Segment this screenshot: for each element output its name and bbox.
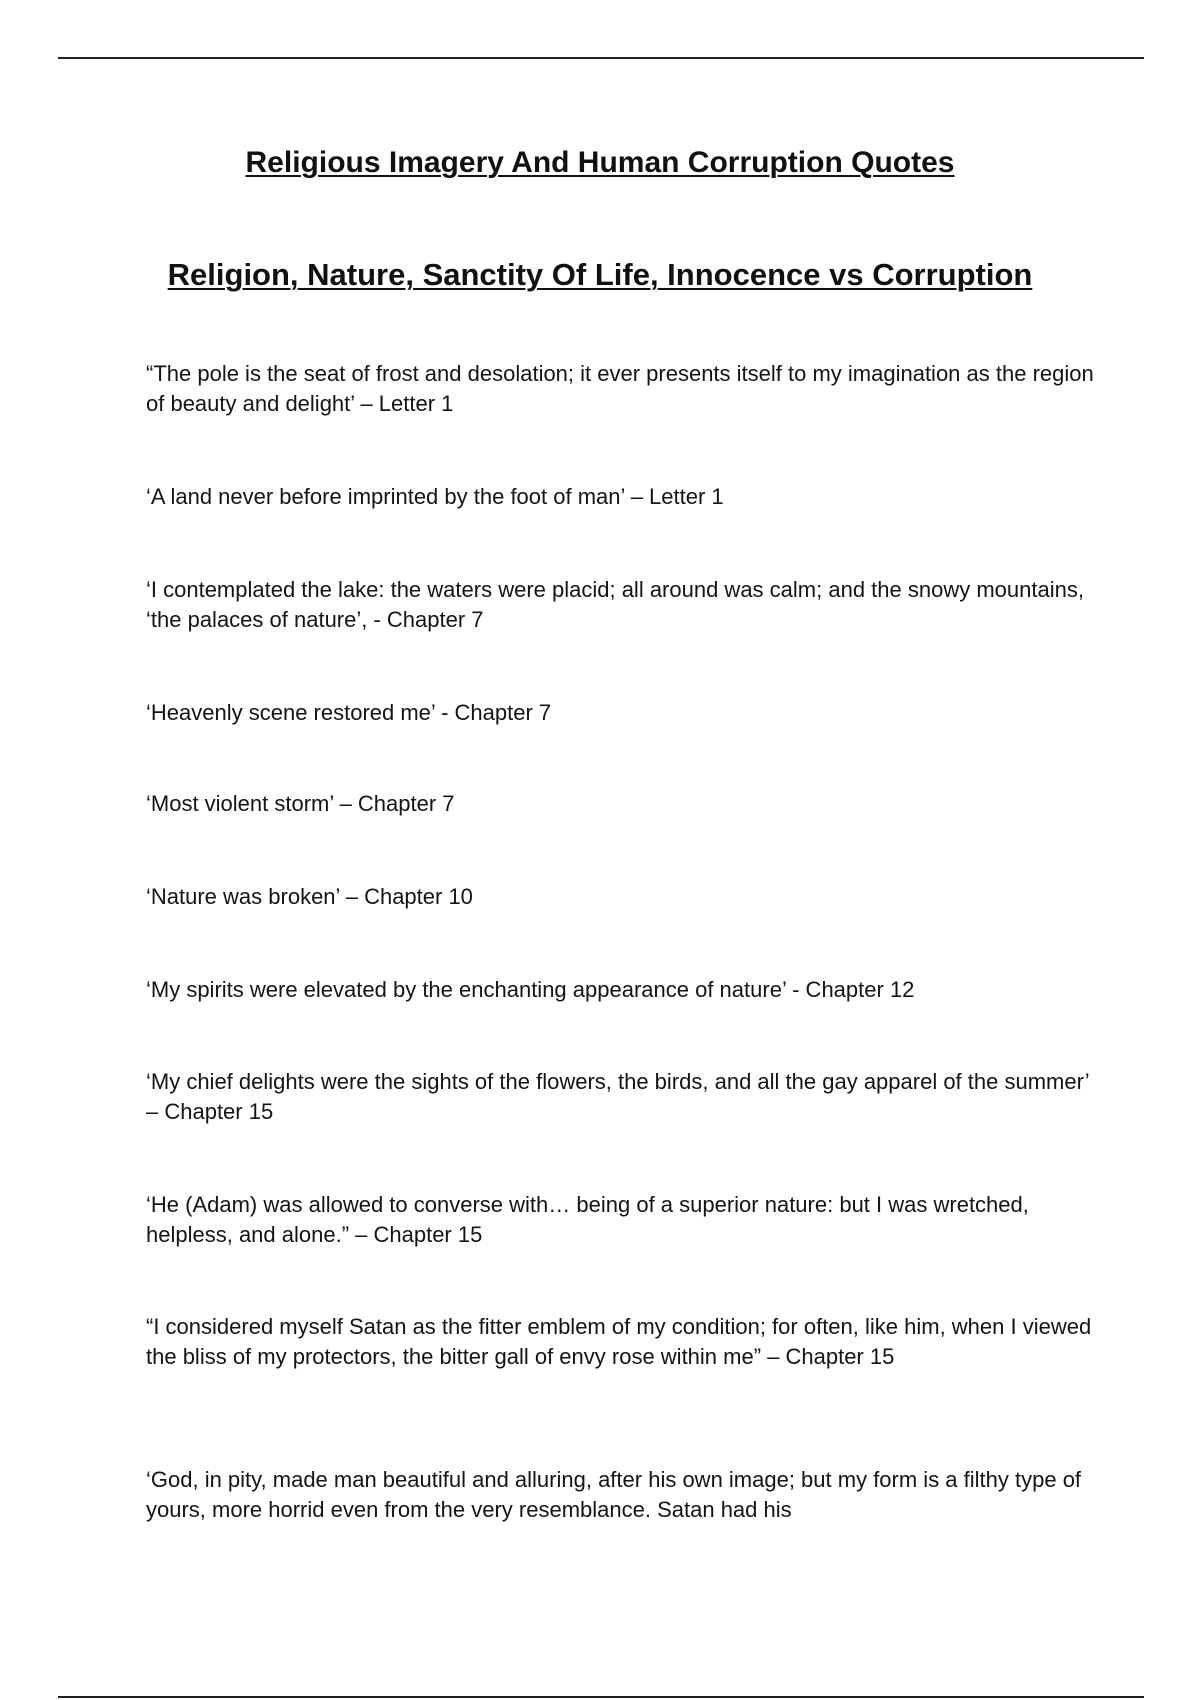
quote-item: ‘My chief delights were the sights of the flowers, the birds, and all the gay apparel of the summer’ – Chapter 15	[146, 1069, 1089, 1124]
quote-item: ‘A land never before imprinted by the foot of man’ – Letter 1	[146, 484, 724, 509]
quote-item: ‘Most violent storm’ – Chapter 7	[146, 791, 455, 816]
quote-item: ‘Heavenly scene restored me’ - Chapter 7	[146, 700, 552, 725]
quote-item: ‘God, in pity, made man beautiful and alluring, after his own image; but my form is a filthy type of yours, more horrid even from the very resemblance. Satan had his	[146, 1467, 1082, 1522]
document-subtitle: Religion, Nature, Sanctity Of Life, Innocence vs Corruption	[167, 257, 1033, 292]
bottom-rule	[58, 1696, 1144, 1698]
quote-item: ‘Nature was broken’ – Chapter 10	[146, 884, 473, 909]
document-title: Religious Imagery And Human Corruption Quotes	[245, 146, 955, 179]
quote-item: ‘I contemplated the lake: the waters were placid; all around was calm; and the snowy mountains, ‘the palaces of nature’, - Chapter 7	[146, 577, 1084, 632]
quote-item: “The pole is the seat of frost and desolation; it ever presents itself to my imagination as the region of beauty and delight’ – Letter 1	[146, 361, 1094, 416]
quote-item: ‘He (Adam) was allowed to converse with… being of a superior nature: but I was wretched, helpless, and alone.” – Chapter 15	[146, 1192, 1029, 1247]
quote-item: ‘My spirits were elevated by the enchanting appearance of nature’ - Chapter 12	[146, 977, 915, 1002]
quote-item: “I considered myself Satan as the fitter emblem of my condition; for often, like him, when I viewed the bliss of my protectors, the bitter gall of envy rose within me” – Chapter 15	[146, 1314, 1092, 1369]
top-rule	[58, 57, 1144, 59]
